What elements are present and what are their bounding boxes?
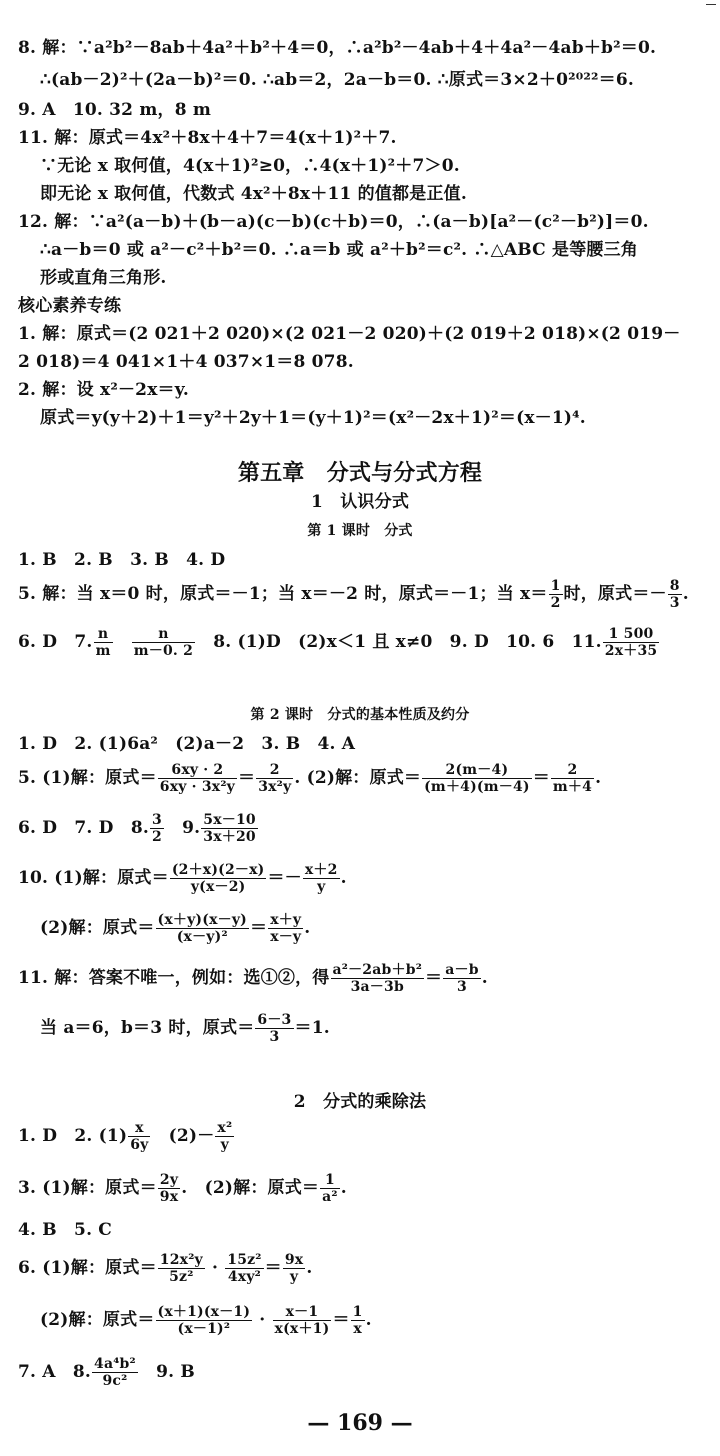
lesson2-answer-11-line-2: 当 a＝6，b＝3 时，原式＝ $\frac{6-3}{3}$ ＝1. bbox=[40, 1012, 330, 1045]
section2-answers-1-2: 1. D 2. (1) $\frac{x}{6y}$ (2)－ $\frac{\text{x²}}{y}$ bbox=[18, 1120, 233, 1153]
fraction-denominator: x(x＋1) bbox=[274, 1321, 330, 1337]
answer-9-10: 9. A 10. 32 m，8 m bbox=[18, 100, 212, 120]
fraction-numerator: 1 bbox=[320, 1172, 340, 1189]
fraction bbox=[92, 1356, 138, 1389]
fraction-denominator: 3a－3b bbox=[350, 979, 404, 995]
fraction-numerator: x＋2 bbox=[304, 862, 338, 878]
fraction bbox=[158, 1172, 181, 1205]
fraction-denominator: (m＋4)(m－4) bbox=[424, 779, 530, 795]
fraction bbox=[320, 1172, 340, 1205]
section2-answer-3: 3. (1)解：原式＝ $\frac{2y}{9x}$ . (2)解：原式＝ $\frac{1}{\text{a²}}$ . bbox=[18, 1172, 347, 1205]
fraction bbox=[273, 1304, 332, 1337]
lesson2-answer-11: 11. 解：答案不唯一，例如：选①②，得 $\frac{\text{a²－2ab＋b²}}{3a-3b}$ ＝ $\frac{a-b}{3}$ . bbox=[18, 962, 488, 995]
answer-12-line-3: 形或直角三角形. bbox=[40, 268, 167, 288]
fraction bbox=[268, 912, 303, 945]
lesson1-answer-5: 5. 解：当 x＝0 时，原式＝－1；当 x＝－2 时，原式＝－1；当 x＝ $\frac{1}{2}$ 时，原式＝－ $\frac{8}{3}$ . bbox=[18, 578, 689, 611]
fraction bbox=[422, 762, 532, 795]
fraction bbox=[256, 762, 293, 795]
answer-11-line-2: ∵无论 x 取何值，4(x＋1)²≥0，∴4(x＋1)²＋7＞0. bbox=[40, 156, 460, 176]
fraction-numerator: a－b bbox=[445, 962, 479, 978]
core-answer-2-line-1: 2. 解：设 x²－2x＝y. bbox=[18, 380, 189, 400]
fraction-denominator: y bbox=[317, 879, 326, 895]
fraction-numerator: 5x－10 bbox=[203, 812, 256, 828]
fraction-numerator: 2 bbox=[551, 762, 594, 779]
fraction-numerator: n bbox=[94, 626, 113, 643]
lesson2-answer-10-part-1: 10. (1)解：原式＝ $\frac{(2+x)(2-x)}{y(x-2)}$ ＝－ $\frac{x+2}{y}$ . bbox=[18, 862, 347, 895]
fraction bbox=[668, 578, 682, 611]
chapter-title: 第五章 分式与分式方程 bbox=[237, 460, 483, 486]
fraction-numerator: 12x²y bbox=[159, 1252, 203, 1268]
fraction bbox=[303, 862, 340, 895]
fraction bbox=[94, 626, 113, 659]
fraction-numerator: 15z² bbox=[227, 1252, 262, 1268]
fraction-denominator: 4xy² bbox=[227, 1269, 262, 1285]
fraction bbox=[351, 1304, 365, 1337]
fraction-denominator: a² bbox=[322, 1189, 338, 1205]
fraction-numerator: 9x bbox=[284, 1252, 304, 1268]
core-answer-1-line-1: 1. 解：原式＝(2 021＋2 020)×(2 021－2 020)＋(2 019＋2 018)×(2 019－ bbox=[18, 324, 681, 344]
fraction-denominator: 9x bbox=[159, 1189, 179, 1205]
fraction bbox=[201, 812, 258, 845]
fraction bbox=[255, 1012, 293, 1045]
fraction-denominator: m－0. 2 bbox=[133, 643, 194, 659]
lesson2-answers-6-9: 6. D 7. D 8. $\frac{3}{2}$ 9. $\frac{5x-10}{3x+20}$ bbox=[18, 812, 256, 845]
lesson2-answer-5: 5. (1)解：原式＝ $\frac{6xy \cdot 2}{\text{6xy · 3x²y}}$ ＝ $\frac{2}{\text{3x²y}}$ . (2)解：原式＝ $\frac{2(m-4)}{(m+4)(m-4)}$ ＝ $\frac{2}{m+4}$ . bbox=[18, 762, 602, 795]
core-answer-1-line-2: 2 018)＝4 041×1＋4 037×1＝8 078. bbox=[18, 352, 354, 372]
fraction-numerator: x bbox=[128, 1120, 150, 1137]
section-title-1: 1 认识分式 bbox=[310, 492, 410, 512]
page-number: — 169 — bbox=[307, 1410, 413, 1436]
fraction bbox=[443, 962, 480, 995]
fraction-denominator: y bbox=[220, 1137, 230, 1153]
answer-12-line-1: 12. 解：∵a²(a－b)＋(b－a)(c－b)(c＋b)＝0，∴(a－b)[a²－(c²－b²)]＝0. bbox=[18, 212, 649, 232]
lesson2-answers-1-4: 1. D 2. (1)6a² (2)a－2 3. B 4. A bbox=[18, 734, 356, 754]
fraction-denominator: 6xy · 3x²y bbox=[159, 779, 235, 795]
fraction bbox=[132, 626, 195, 659]
lesson1-answers-6-11: 6. D 7. $\frac{n}{m}$ $\frac{n}{m-0. 2}$ 8. (1)D (2)x＜1 且 x≠0 9. D 10. 6 11. $\frac{1 500}{2x+35}$ bbox=[18, 626, 658, 659]
fraction bbox=[549, 578, 563, 611]
fraction-denominator: 9c² bbox=[102, 1373, 128, 1389]
section-heading-core-practice: 核心素养专练 bbox=[18, 296, 122, 316]
fraction-denominator: (x－1)² bbox=[177, 1321, 231, 1337]
answer-11-line-1: 11. 解：原式＝4x²＋8x＋4＋7＝4(x＋1)²＋7. bbox=[18, 128, 397, 148]
answer-8-line-2: ∴(ab－2)²＋(2a－b)²＝0. ∴ab＝2，2a－b＝0. ∴原式＝3×2＋0²⁰²²＝6. bbox=[40, 70, 635, 90]
fraction bbox=[331, 962, 425, 995]
fraction-denominator: 6y bbox=[130, 1137, 149, 1153]
fraction-denominator: 5z² bbox=[169, 1269, 194, 1285]
fraction-denominator: 2 bbox=[550, 595, 561, 611]
fraction-numerator: x－1 bbox=[273, 1304, 332, 1321]
section-title-2: 2 分式的乘除法 bbox=[293, 1092, 427, 1112]
fraction-denominator: x－y bbox=[270, 929, 302, 945]
corner-mark bbox=[706, 4, 716, 5]
fraction-numerator: 2y bbox=[158, 1172, 181, 1189]
fraction-denominator: 2x＋35 bbox=[604, 643, 658, 659]
section2-answers-7-9: 7. A 8. $\frac{\text{4a⁴b²}}{\text{9c²}}$ 9. B bbox=[18, 1356, 195, 1389]
fraction-numerator: (x＋y)(x－y) bbox=[157, 912, 247, 928]
fraction-numerator: 6－3 bbox=[257, 1012, 292, 1028]
answer-11-line-3: 即无论 x 取何值，代数式 4x²＋8x＋11 的值都是正值. bbox=[40, 184, 467, 204]
fraction-denominator: 3 bbox=[456, 979, 467, 995]
fraction-numerator: 1 bbox=[550, 578, 561, 594]
fraction-numerator: 4a⁴b² bbox=[94, 1356, 136, 1372]
lesson-title-2: 第 2 课时 分式的基本性质及约分 bbox=[250, 707, 470, 723]
fraction-numerator: 2(m－4) bbox=[422, 762, 532, 779]
fraction-denominator: 3 bbox=[669, 595, 680, 611]
fraction-denominator: 3x²y bbox=[258, 779, 292, 795]
fraction-denominator: 3 bbox=[269, 1029, 280, 1045]
fraction-denominator: (x－y)² bbox=[176, 929, 228, 945]
fraction-denominator: m＋4 bbox=[552, 779, 593, 795]
fraction-numerator: x² bbox=[217, 1120, 233, 1136]
fraction-numerator: 6xy · 2 bbox=[158, 762, 237, 779]
fraction-numerator: 8 bbox=[669, 578, 680, 594]
fraction-numerator: n bbox=[132, 626, 195, 643]
core-answer-2-line-2: 原式＝y(y＋2)＋1＝y²＋2y＋1＝(y＋1)²＝(x²－2x＋1)²＝(x－1)⁴. bbox=[40, 408, 586, 428]
fraction-numerator: 1 500 bbox=[603, 626, 660, 643]
fraction bbox=[215, 1120, 234, 1153]
fraction-numerator: 1 bbox=[352, 1304, 363, 1320]
fraction bbox=[150, 812, 164, 845]
lesson1-answers-1-4: 1. B 2. B 3. B 4. D bbox=[18, 550, 226, 570]
fraction-numerator: (2＋x)(2－x) bbox=[171, 862, 265, 878]
lesson-title-1: 第 1 课时 分式 bbox=[307, 523, 413, 539]
fraction bbox=[128, 1120, 150, 1153]
fraction-denominator: 2 bbox=[151, 829, 162, 845]
fraction-numerator: a²－2ab＋b² bbox=[332, 962, 423, 978]
fraction-numerator: 2 bbox=[256, 762, 293, 779]
section2-answers-4-5: 4. B 5. C bbox=[18, 1220, 113, 1240]
fraction bbox=[170, 862, 267, 895]
fraction bbox=[225, 1252, 263, 1285]
lesson2-answer-10-part-2: (2)解：原式＝ $\frac{(x+y)(x-y)}{\text{(x－y)²}}$ ＝ $\frac{x+y}{x-y}$ . bbox=[40, 912, 311, 945]
fraction bbox=[551, 762, 594, 795]
fraction bbox=[156, 912, 249, 945]
fraction-numerator: x＋y bbox=[270, 912, 302, 928]
fraction-denominator: m bbox=[95, 643, 111, 659]
fraction bbox=[158, 1252, 205, 1285]
fraction bbox=[158, 762, 237, 795]
fraction-denominator: y bbox=[289, 1269, 299, 1285]
section2-answer-6-part-1: 6. (1)解：原式＝ $\frac{\text{12x²y}}{\text{5z²}}$ · $\frac{\text{15z²}}{\text{4xy²}}$ ＝ $\frac{9x}{y}$ . bbox=[18, 1252, 313, 1285]
fraction bbox=[283, 1252, 306, 1285]
fraction-numerator: 3 bbox=[151, 812, 162, 828]
fraction-numerator: (x＋1)(x－1) bbox=[157, 1304, 251, 1320]
fraction-denominator: 3x＋20 bbox=[203, 829, 256, 845]
answer-8-line-1: 8. 解：∵a²b²－8ab＋4a²＋b²＋4＝0，∴a²b²－4ab＋4＋4a²－4ab＋b²＝0. bbox=[18, 38, 657, 58]
section2-answer-6-part-2: (2)解：原式＝ $\frac{(x+1)(x-1)}{\text{(x－1)²}}$ · $\frac{x-1}{x(x+1)}$ ＝ $\frac{1}{x}$ . bbox=[40, 1304, 372, 1337]
answer-12-line-2: ∴a－b＝0 或 a²－c²＋b²＝0. ∴a＝b 或 a²＋b²＝c². ∴△ABC 是等腰三角 bbox=[40, 240, 639, 260]
fraction bbox=[603, 626, 660, 659]
fraction-denominator: x bbox=[353, 1321, 362, 1337]
fraction bbox=[156, 1304, 253, 1337]
fraction-denominator: y(x－2) bbox=[190, 879, 246, 895]
